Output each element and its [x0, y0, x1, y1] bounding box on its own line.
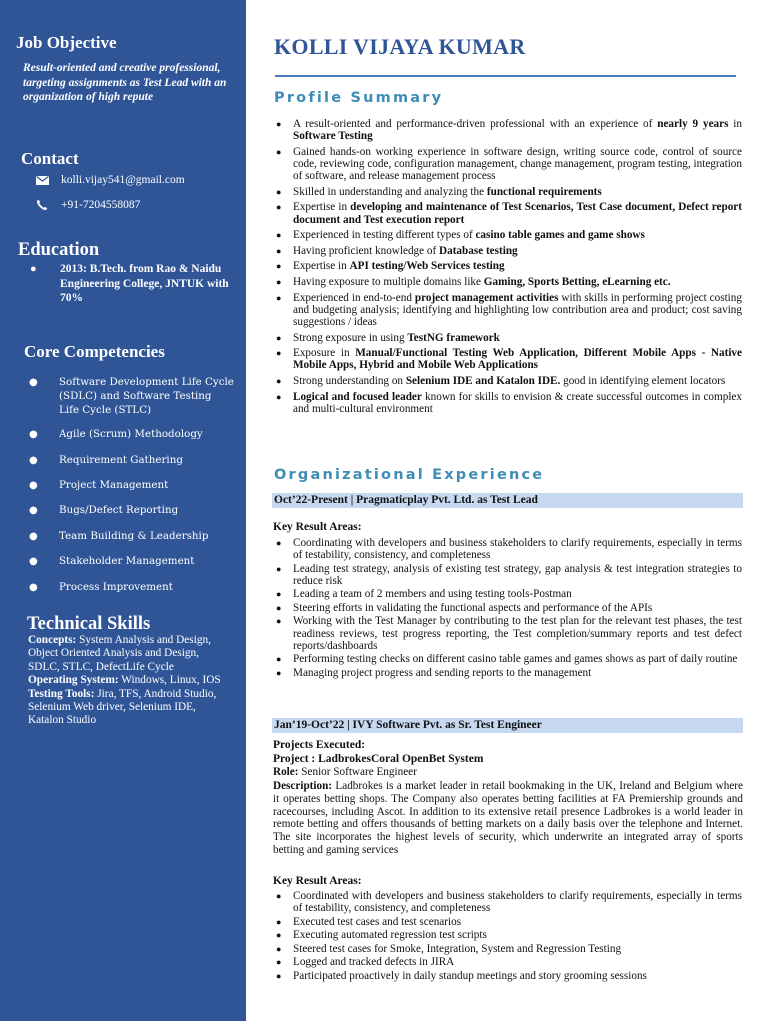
list-item: ● Participated proactively in daily standup meetings and story grooming sessions: [276, 969, 647, 982]
job2-description: Description: Ladbrokes is a market leader in retail bookmaking in the UK, Ireland and Belgium where it operates betting shops. The Company also operates betting facilities at FA Premiership grounds and racecourses, including Ascot. In addition to its extensive retail presence Ladbrokes is a world leader in remote betting and offers thousands of betting markets on a daily basis over the telephone and Internet. The site incorporates the highest levels of security, which underwrite an integrated array of sports betting and gaming services: [273, 780, 743, 856]
profile-summary-title: Profile Summary: [274, 90, 444, 106]
list-item: ● Having exposure to multiple domains like Gaming, Sports Betting, eLearning etc.: [276, 275, 671, 288]
list-item: ● Gained hands-on working experience in software design, writing source code, control of source code, reviewing code, configuration management, change management, program testing, integration of software, and release management process: [276, 145, 742, 183]
list-item: ● Exposure in Manual/Functional Testing Web Application, Different Mobile Apps - Native Mobile Apps, Hybrid and Mobile Web Applications: [276, 347, 742, 372]
sidebar: [0, 0, 246, 1021]
list-item: ● Managing project progress and sending reports to the management: [276, 666, 592, 679]
experience-title: Organizational Experience: [274, 467, 545, 483]
list-item: ● Software Development Life Cycle (SDLC) and Software Testing Life Cycle (STLC): [29, 376, 234, 416]
list-item: ● Experienced in testing different types of casino table games and game shows: [276, 229, 645, 242]
list-item: ● Team Building & Leadership: [29, 529, 209, 542]
skills-list: [28, 634, 233, 728]
objective-text: Result-oriented and creative professional, targeting assignments as Test Lead with an organization of high repute: [23, 62, 227, 104]
competencies-list: [29, 376, 234, 606]
list-item: ● Steering efforts in validating the functional aspects and performance of the APIs: [276, 601, 653, 614]
job2-kra-list: [270, 890, 742, 983]
contact-heading: Contact: [21, 149, 79, 168]
candidate-name: KOLLI VIJAYA KUMAR: [274, 34, 526, 59]
list-item: ● Steered test cases for Smoke, Integration, System and Regression Testing: [276, 942, 622, 955]
list-item: ● Leading a team of 2 members and using testing tools-Postman: [276, 588, 572, 601]
list-item: ● Agile (Scrum) Methodology: [29, 428, 203, 441]
list-item: ● Logged and tracked defects in JIRA: [276, 956, 455, 969]
job2-role: Role: Senior Software Engineer: [273, 766, 417, 778]
phone-icon: [35, 199, 49, 211]
skill-concepts: Concepts: System Analysis and Design, Object Oriented Analysis and Design, SDLC, STLC, DefectLife Cycle: [28, 634, 211, 673]
job1-kra-list: [270, 537, 742, 680]
list-item: ● Expertise in developing and maintenance of Test Scenarios, Test Case document, Defect report document and Test execution report: [276, 201, 743, 226]
competencies-heading: Core Competencies: [24, 342, 165, 361]
education-heading: Education: [18, 240, 100, 260]
list-item: ● Working with the Test Manager by contributing to the test plan for the relevant test phases, the test readiness reviews, test progress reporting, the Test completion/summary reports and test defect reports/dashboards: [276, 615, 742, 652]
list-item: ● Bugs/Defect Reporting: [29, 504, 179, 517]
list-item: ● Experienced in end-to-end project management activities with skills in performing project costing and budgeting analysis; identifying and highlighting low contribution area and product; cost saving suggestions / ideas: [276, 291, 742, 328]
list-item: ● A result-oriented and performance-driven professional with an experience of nearly 9 years in Software Testing: [276, 118, 743, 143]
job2-header: Jan’19-Oct’22 | IVY Software Pvt. as Sr. Test Engineer: [272, 718, 743, 733]
email-text[interactable]: kolli.vijay541@gmail.com: [61, 174, 185, 186]
list-item: ● Project Management: [29, 478, 169, 491]
header-divider: [275, 75, 736, 77]
list-item: ● Logical and focused leader known for skills to envision & create successful outcomes in complex and multi-cultural environment: [276, 390, 742, 415]
list-item: ● Strong understanding on Selenium IDE and Katalon IDE. good in identifying element locators: [276, 374, 726, 387]
profile-summary-list: [270, 118, 742, 418]
contact-phone-row: [35, 199, 140, 211]
job1-kra-label: Key Result Areas:: [273, 521, 362, 533]
education-item: [30, 262, 235, 306]
list-item: ● Coordinated with developers and business stakeholders to clarify requirements, especially in terms of testability, consistency, and completeness: [276, 890, 742, 915]
list-item: ● Executed test cases and test scenarios: [276, 915, 462, 928]
objective-heading: Job Objective: [16, 33, 117, 52]
list-item: ● Process Improvement: [29, 580, 173, 593]
education-text: 2013: B.Tech. from Rao & Naidu Engineering College, JNTUK with 70%: [60, 263, 229, 305]
list-item: ● Leading test strategy, analysis of existing test strategy, gap analysis & test integration strategies to reduce risk: [276, 562, 742, 587]
bullet: ●: [30, 263, 37, 275]
job2-project: Project : LadbrokesCoral OpenBet System: [273, 753, 484, 765]
skills-heading: Technical Skills: [27, 614, 151, 634]
mail-icon: [35, 176, 49, 185]
list-item: ● Expertise in API testing/Web Services testing: [276, 260, 505, 273]
skill-tools: Testing Tools: Jira, TFS, Android Studio, Selenium Web driver, Selenium IDE, Katalon Studio: [28, 687, 217, 727]
job2-projects-label: Projects Executed:: [273, 739, 366, 751]
list-item: ● Strong exposure in using TestNG framework: [276, 331, 500, 344]
list-item: ● Stakeholder Management: [29, 555, 195, 568]
phone-text[interactable]: +91-7204558087: [61, 199, 141, 211]
list-item: ● Performing testing checks on different casino table games and games shows as part of daily routine: [276, 653, 738, 666]
list-item: ● Coordinating with developers and business stakeholders to clarify requirements, especially in terms of testability, consistency, and completeness: [276, 537, 742, 562]
list-item: ● Skilled in understanding and analyzing the functional requirements: [276, 185, 602, 198]
skill-os: Operating System: Windows, Linux, IOS: [28, 674, 221, 687]
list-item: ● Executing automated regression test scripts: [276, 929, 487, 942]
contact-email-row: [35, 174, 185, 186]
list-item: ● Having proficient knowledge of Database testing: [276, 244, 518, 257]
list-item: ● Requirement Gathering: [29, 453, 183, 466]
job2-kra-label: Key Result Areas:: [273, 875, 362, 887]
job1-header: Oct’22-Present | Pragmaticplay Pvt. Ltd. as Test Lead: [272, 493, 743, 508]
